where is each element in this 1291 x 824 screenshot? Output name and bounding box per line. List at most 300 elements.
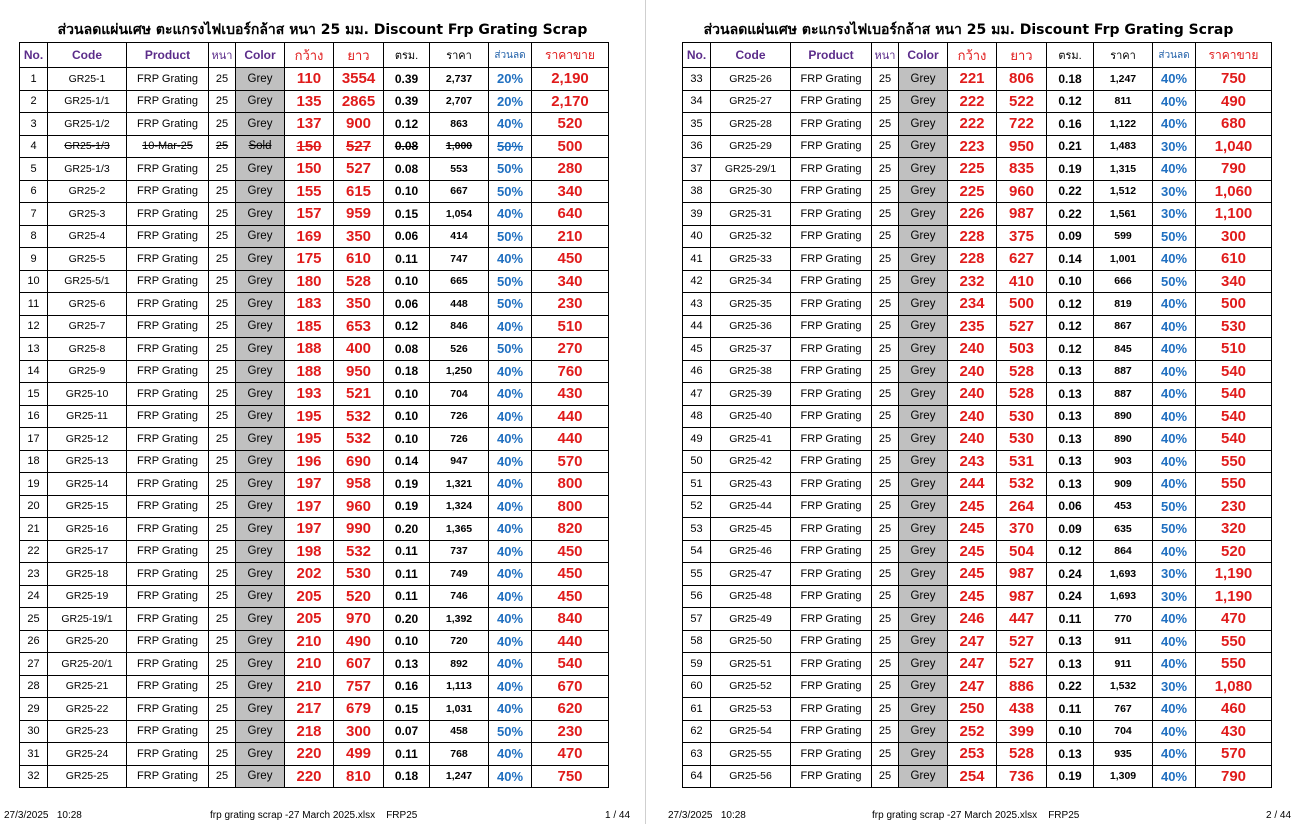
table-row	[683, 360, 1272, 383]
table-row	[683, 675, 1272, 698]
cell-price: 911	[1094, 653, 1153, 676]
cell-discount: 30%	[1153, 585, 1196, 608]
cell-sell-price: 570	[532, 450, 609, 473]
cell-thickness: 25	[209, 585, 236, 608]
cell-sqm: 0.08	[384, 158, 430, 181]
cell-thickness: 25	[872, 248, 899, 271]
cell-code: GR25-1/1	[48, 90, 127, 113]
cell-length: 438	[997, 698, 1047, 721]
cell-no: 23	[20, 563, 48, 586]
cell-sell-price: 530	[1196, 315, 1272, 338]
cell-discount: 40%	[489, 608, 532, 631]
cell-length: 690	[334, 450, 384, 473]
cell-product: FRP Grating	[791, 68, 872, 91]
cell-no: 19	[20, 473, 48, 496]
cell-sqm: 0.12	[1047, 293, 1094, 316]
cell-no: 43	[683, 293, 711, 316]
cell-thickness: 25	[209, 720, 236, 743]
cell-discount: 40%	[489, 383, 532, 406]
cell-color: Grey	[899, 698, 948, 721]
cell-width: 244	[948, 473, 997, 496]
cell-length: 370	[997, 518, 1047, 541]
cell-color: Grey	[236, 540, 285, 563]
cell-price: 1,000	[430, 135, 489, 158]
cell-no: 20	[20, 495, 48, 518]
cell-length: 500	[997, 293, 1047, 316]
cell-length: 610	[334, 248, 384, 271]
cell-sqm: 0.10	[1047, 720, 1094, 743]
cell-code: GR25-32	[711, 225, 791, 248]
cell-sqm: 0.11	[384, 585, 430, 608]
cell-width: 221	[948, 68, 997, 91]
cell-discount: 40%	[1153, 360, 1196, 383]
cell-width: 197	[285, 495, 334, 518]
cell-color: Grey	[236, 608, 285, 631]
cell-price: 1,365	[430, 518, 489, 541]
footer-date	[4, 810, 82, 821]
cell-no: 38	[683, 180, 711, 203]
table-row	[683, 428, 1272, 451]
table-row	[683, 180, 1272, 203]
cell-product: FRP Grating	[791, 383, 872, 406]
cell-thickness: 25	[209, 450, 236, 473]
cell-product: FRP Grating	[791, 360, 872, 383]
table-row	[20, 428, 609, 451]
cell-width: 205	[285, 608, 334, 631]
cell-code: GR25-53	[711, 698, 791, 721]
cell-no: 63	[683, 743, 711, 766]
cell-length: 532	[997, 473, 1047, 496]
cell-sell-price: 1,100	[1196, 203, 1272, 226]
cell-price: 726	[430, 405, 489, 428]
cell-sqm: 0.13	[1047, 450, 1094, 473]
cell-sqm: 0.13	[1047, 360, 1094, 383]
page-1	[0, 0, 645, 824]
cell-discount: 30%	[1153, 180, 1196, 203]
cell-code: GR25-54	[711, 720, 791, 743]
cell-thickness: 25	[872, 360, 899, 383]
cell-width: 240	[948, 360, 997, 383]
cell-product: FRP Grating	[791, 158, 872, 181]
cell-code: GR25-28	[711, 113, 791, 136]
cell-color: Grey	[899, 473, 948, 496]
cell-length: 503	[997, 338, 1047, 361]
table-row	[20, 68, 609, 91]
cell-width: 195	[285, 428, 334, 451]
cell-product: FRP Grating	[127, 653, 209, 676]
cell-color: Grey	[236, 180, 285, 203]
col-header-no: No.	[20, 43, 48, 68]
cell-width: 245	[948, 563, 997, 586]
cell-discount: 50%	[1153, 518, 1196, 541]
table-row	[683, 225, 1272, 248]
cell-sell-price: 1,190	[1196, 563, 1272, 586]
cell-code: GR25-47	[711, 563, 791, 586]
table-row	[20, 495, 609, 518]
cell-width: 243	[948, 450, 997, 473]
cell-product: FRP Grating	[127, 113, 209, 136]
table-row	[20, 158, 609, 181]
cell-length: 679	[334, 698, 384, 721]
cell-product: FRP Grating	[791, 630, 872, 653]
cell-sqm: 0.10	[384, 180, 430, 203]
cell-width: 157	[285, 203, 334, 226]
cell-width: 218	[285, 720, 334, 743]
cell-code: GR25-29	[711, 135, 791, 158]
cell-thickness: 25	[209, 293, 236, 316]
cell-length: 722	[997, 113, 1047, 136]
cell-thickness: 25	[209, 540, 236, 563]
cell-sell-price: 450	[532, 585, 609, 608]
table-row	[20, 225, 609, 248]
table-body	[683, 68, 1272, 788]
cell-color: Grey	[236, 563, 285, 586]
cell-width: 217	[285, 698, 334, 721]
cell-code: GR25-44	[711, 495, 791, 518]
cell-sell-price: 520	[1196, 540, 1272, 563]
cell-width: 225	[948, 158, 997, 181]
cell-product: FRP Grating	[791, 495, 872, 518]
cell-length: 900	[334, 113, 384, 136]
cell-code: GR25-22	[48, 698, 127, 721]
cell-code: GR25-11	[48, 405, 127, 428]
cell-product: FRP Grating	[791, 765, 872, 788]
cell-width: 196	[285, 450, 334, 473]
cell-price: 553	[430, 158, 489, 181]
table-row	[683, 653, 1272, 676]
cell-code: GR25-39	[711, 383, 791, 406]
cell-discount: 40%	[489, 360, 532, 383]
cell-product: FRP Grating	[127, 338, 209, 361]
cell-discount: 40%	[1153, 405, 1196, 428]
cell-thickness: 25	[209, 405, 236, 428]
cell-sell-price: 490	[1196, 90, 1272, 113]
cell-no: 9	[20, 248, 48, 271]
cell-width: 225	[948, 180, 997, 203]
cell-no: 54	[683, 540, 711, 563]
cell-discount: 50%	[1153, 225, 1196, 248]
page-2	[646, 0, 1291, 824]
cell-sqm: 0.08	[384, 338, 430, 361]
cell-no: 48	[683, 405, 711, 428]
cell-thickness: 25	[209, 68, 236, 91]
cell-length: 520	[334, 585, 384, 608]
footer-time: 10:28	[720, 810, 746, 821]
cell-no: 34	[683, 90, 711, 113]
cell-code: GR25-40	[711, 405, 791, 428]
cell-code: GR25-19/1	[48, 608, 127, 631]
cell-width: 135	[285, 90, 334, 113]
cell-no: 11	[20, 293, 48, 316]
cell-thickness: 25	[209, 225, 236, 248]
cell-sell-price: 760	[532, 360, 609, 383]
cell-no: 13	[20, 338, 48, 361]
cell-color: Grey	[236, 338, 285, 361]
col-header-color: Color	[899, 43, 948, 68]
cell-color: Grey	[899, 675, 948, 698]
cell-price: 1,693	[1094, 563, 1153, 586]
cell-discount: 40%	[489, 113, 532, 136]
cell-sqm: 0.19	[1047, 158, 1094, 181]
cell-color: Grey	[899, 540, 948, 563]
cell-length: 3554	[334, 68, 384, 91]
table-row	[683, 68, 1272, 91]
table-row	[20, 585, 609, 608]
cell-code: GR25-35	[711, 293, 791, 316]
header-row	[20, 43, 609, 68]
cell-length: 950	[334, 360, 384, 383]
cell-sell-price: 820	[532, 518, 609, 541]
cell-sell-price: 340	[1196, 270, 1272, 293]
cell-price: 1,247	[430, 765, 489, 788]
cell-length: 530	[997, 428, 1047, 451]
cell-color: Grey	[236, 203, 285, 226]
cell-sell-price: 340	[532, 270, 609, 293]
cell-color: Grey	[236, 293, 285, 316]
cell-thickness: 25	[872, 428, 899, 451]
cell-thickness: 25	[872, 315, 899, 338]
cell-price: 599	[1094, 225, 1153, 248]
cell-product: FRP Grating	[127, 158, 209, 181]
cell-length: 532	[334, 405, 384, 428]
cell-length: 950	[997, 135, 1047, 158]
cell-thickness: 25	[209, 608, 236, 631]
table-row	[683, 135, 1272, 158]
cell-code: GR25-27	[711, 90, 791, 113]
cell-color: Grey	[899, 630, 948, 653]
cell-no: 49	[683, 428, 711, 451]
cell-length: 2865	[334, 90, 384, 113]
cell-color: Grey	[236, 720, 285, 743]
cell-no: 28	[20, 675, 48, 698]
table-row	[683, 203, 1272, 226]
cell-width: 254	[948, 765, 997, 788]
table-row	[20, 630, 609, 653]
cell-sqm: 0.13	[1047, 743, 1094, 766]
cell-code: GR25-1/3	[48, 158, 127, 181]
cell-sqm: 0.21	[1047, 135, 1094, 158]
cell-thickness: 25	[872, 270, 899, 293]
cell-product: 10-Mar-25	[127, 135, 209, 158]
cell-thickness: 25	[872, 765, 899, 788]
cell-code: GR25-46	[711, 540, 791, 563]
cell-color: Grey	[236, 450, 285, 473]
cell-thickness: 25	[209, 563, 236, 586]
cell-width: 185	[285, 315, 334, 338]
cell-code: GR25-5	[48, 248, 127, 271]
cell-width: 210	[285, 675, 334, 698]
col-header-discount: ส่วนลด	[1153, 43, 1196, 68]
cell-code: GR25-52	[711, 675, 791, 698]
cell-code: GR25-45	[711, 518, 791, 541]
cell-thickness: 25	[209, 473, 236, 496]
cell-discount: 40%	[489, 698, 532, 721]
cell-code: GR25-16	[48, 518, 127, 541]
cell-price: 704	[1094, 720, 1153, 743]
cell-sqm: 0.14	[1047, 248, 1094, 271]
cell-color: Grey	[899, 360, 948, 383]
cell-discount: 50%	[1153, 495, 1196, 518]
cell-length: 350	[334, 225, 384, 248]
cell-sell-price: 640	[532, 203, 609, 226]
cell-discount: 40%	[489, 630, 532, 653]
cell-thickness: 25	[872, 720, 899, 743]
cell-no: 15	[20, 383, 48, 406]
table-row	[683, 495, 1272, 518]
cell-price: 887	[1094, 360, 1153, 383]
cell-sqm: 0.10	[384, 630, 430, 653]
cell-no: 45	[683, 338, 711, 361]
cell-discount: 40%	[489, 675, 532, 698]
cell-code: GR25-29/1	[711, 158, 791, 181]
cell-length: 810	[334, 765, 384, 788]
cell-code: GR25-51	[711, 653, 791, 676]
table-row	[20, 675, 609, 698]
cell-sell-price: 510	[1196, 338, 1272, 361]
cell-price: 947	[430, 450, 489, 473]
col-header-code: Code	[48, 43, 127, 68]
cell-code: GR25-50	[711, 630, 791, 653]
cell-color: Grey	[899, 383, 948, 406]
table-row	[683, 585, 1272, 608]
cell-no: 29	[20, 698, 48, 721]
cell-discount: 40%	[1153, 608, 1196, 631]
cell-discount: 40%	[1153, 743, 1196, 766]
table-row	[683, 743, 1272, 766]
cell-product: FRP Grating	[791, 540, 872, 563]
cell-price: 665	[430, 270, 489, 293]
cell-product: FRP Grating	[127, 563, 209, 586]
cell-price: 846	[430, 315, 489, 338]
table-row	[683, 383, 1272, 406]
cell-sell-price: 550	[1196, 630, 1272, 653]
cell-discount: 40%	[1153, 450, 1196, 473]
cell-width: 197	[285, 473, 334, 496]
cell-sell-price: 300	[1196, 225, 1272, 248]
cell-code: GR25-31	[711, 203, 791, 226]
cell-sell-price: 470	[532, 743, 609, 766]
table-row	[20, 135, 609, 158]
cell-sell-price: 790	[1196, 765, 1272, 788]
cell-discount: 40%	[489, 653, 532, 676]
cell-price: 666	[1094, 270, 1153, 293]
cell-sell-price: 500	[1196, 293, 1272, 316]
cell-no: 22	[20, 540, 48, 563]
cell-length: 987	[997, 585, 1047, 608]
cell-product: FRP Grating	[127, 518, 209, 541]
cell-width: 232	[948, 270, 997, 293]
cell-no: 16	[20, 405, 48, 428]
cell-width: 137	[285, 113, 334, 136]
cell-price: 1,122	[1094, 113, 1153, 136]
cell-sell-price: 610	[1196, 248, 1272, 271]
cell-code: GR25-10	[48, 383, 127, 406]
cell-thickness: 25	[872, 743, 899, 766]
col-header-sell-price: ราคาขาย	[1196, 43, 1272, 68]
cell-code: GR25-8	[48, 338, 127, 361]
cell-thickness: 25	[872, 180, 899, 203]
cell-product: FRP Grating	[791, 90, 872, 113]
cell-product: FRP Grating	[127, 585, 209, 608]
cell-color: Grey	[899, 180, 948, 203]
cell-no: 39	[683, 203, 711, 226]
cell-code: GR25-21	[48, 675, 127, 698]
cell-product: FRP Grating	[127, 608, 209, 631]
table-row	[20, 743, 609, 766]
cell-sell-price: 440	[532, 428, 609, 451]
cell-thickness: 25	[872, 135, 899, 158]
cell-sell-price: 460	[1196, 698, 1272, 721]
cell-discount: 40%	[489, 248, 532, 271]
cell-product: FRP Grating	[127, 698, 209, 721]
cell-discount: 40%	[1153, 338, 1196, 361]
cell-length: 528	[997, 743, 1047, 766]
cell-price: 909	[1094, 473, 1153, 496]
cell-width: 220	[285, 765, 334, 788]
cell-price: 1,113	[430, 675, 489, 698]
cell-code: GR25-5/1	[48, 270, 127, 293]
cell-color: Grey	[899, 293, 948, 316]
cell-color: Grey	[236, 630, 285, 653]
cell-price: 704	[430, 383, 489, 406]
cell-product: FRP Grating	[127, 428, 209, 451]
cell-sqm: 0.06	[1047, 495, 1094, 518]
cell-sell-price: 210	[532, 225, 609, 248]
cell-sqm: 0.13	[1047, 428, 1094, 451]
cell-thickness: 25	[872, 293, 899, 316]
cell-sell-price: 2,190	[532, 68, 609, 91]
cell-thickness: 25	[209, 383, 236, 406]
cell-price: 448	[430, 293, 489, 316]
cell-color: Sold	[236, 135, 285, 158]
cell-length: 400	[334, 338, 384, 361]
cell-code: GR25-41	[711, 428, 791, 451]
footer-filename: frp grating scrap -27 March 2025.xlsx	[210, 810, 376, 821]
cell-color: Grey	[236, 360, 285, 383]
table-row	[20, 518, 609, 541]
cell-no: 57	[683, 608, 711, 631]
cell-product: FRP Grating	[127, 293, 209, 316]
cell-sell-price: 1,060	[1196, 180, 1272, 203]
cell-price: 890	[1094, 428, 1153, 451]
table-row	[20, 113, 609, 136]
cell-sell-price: 450	[532, 563, 609, 586]
col-header-code: Code	[711, 43, 791, 68]
cell-sell-price: 450	[532, 248, 609, 271]
cell-no: 41	[683, 248, 711, 271]
header-row	[683, 43, 1272, 68]
cell-price: 767	[1094, 698, 1153, 721]
cell-price: 911	[1094, 630, 1153, 653]
cell-length: 350	[334, 293, 384, 316]
cell-product: FRP Grating	[791, 653, 872, 676]
table-row	[20, 383, 609, 406]
cell-color: Grey	[899, 158, 948, 181]
table-row	[20, 653, 609, 676]
cell-code: GR25-43	[711, 473, 791, 496]
cell-thickness: 25	[209, 698, 236, 721]
table-row	[683, 293, 1272, 316]
cell-product: FRP Grating	[127, 180, 209, 203]
cell-no: 30	[20, 720, 48, 743]
cell-no: 55	[683, 563, 711, 586]
cell-thickness: 25	[209, 360, 236, 383]
cell-price: 1,324	[430, 495, 489, 518]
cell-code: GR25-15	[48, 495, 127, 518]
cell-width: 188	[285, 338, 334, 361]
cell-discount: 40%	[1153, 630, 1196, 653]
cell-length: 527	[997, 315, 1047, 338]
